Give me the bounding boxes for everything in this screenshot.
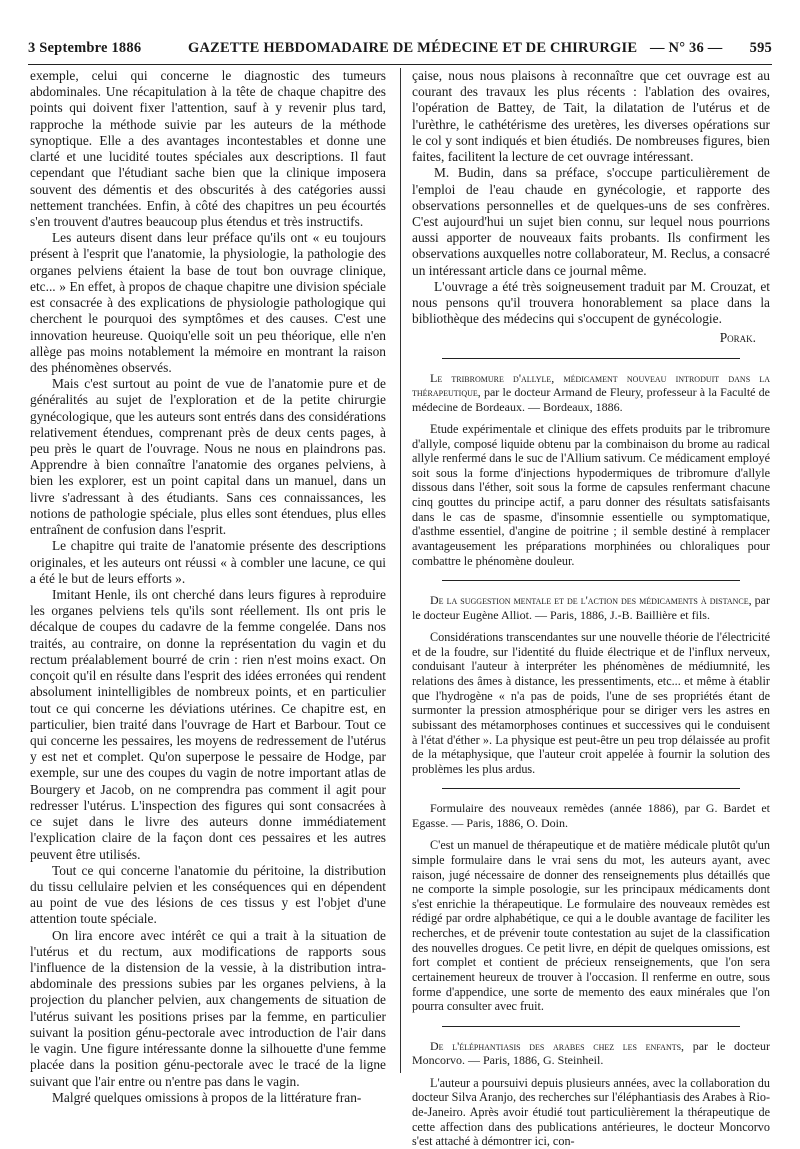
journal-title: GAZETTE HEBDOMADAIRE DE MÉDECINE ET DE CHIRURGIE: [188, 40, 638, 56]
review-heading: Formulaire des nouveaux remèdes (année 1886), par G. Bardet et Egasse. — Paris, 1886, O. Doin.: [412, 801, 770, 830]
reviewer-signature: Porak.: [719, 329, 756, 345]
review-heading: De la suggestion mentale et de l'action des médicaments à distance, par le docteur Eugène Alliot. — Paris, 1886, J.-B. Baillière et fils.: [412, 593, 770, 622]
page-header: [28, 40, 772, 62]
section-separator: [442, 580, 740, 581]
paragraph: exemple, celui qui concerne le diagnostic des tumeurs abdominales. Une récapitulation à la tête de chaque chapitre des points qui doivent fixer l'attention, sauf à y revenir plus tard, rapproche la méthode suivie par les auteurs de la méthode synoptique. Elle a des avantages incontestables et donne une clarté et une lucidité toutes spéciales aux descriptions. Il faut cependant que l'étudiant sache bien que la clinique imposera souvent des démentis et des obscurités à des catégories aussi nettement tranchées. Enfin, à côté des chapitres un peu écourtés s'en trouvent d'autres beaucoup plus étendus et très instructifs.: [30, 68, 386, 229]
paragraph: Imitant Henle, ils ont cherché dans leurs figures à reproduire les organes pelviens tels qu'ils sont réellement. Ils ont pris le décalque de coupes du cadavre de la femme congelée. Dans nos traités, au contraire, on donne la représentation du vagin et du rectum préalablement bourré de crin : rien n'est moins exact. On conçoit qu'il en résulte dans l'esprit des idées erronées qui rendent absolument inintelligibles de nombreux points, et en particulier tout ce qui concerne les déviations utérines. Ce chapitre est, en particulier, bien traité dans l'ouvrage de Hart et Barbour. Tout ce qui concerne les pessaires, les moyens de redressement de l'utérus y est net et complet. Qu'on superpose le pessaire de Hodge, par exemple, sur une des coupes du vagin de notre important atlas de Bourgery et Jacob, on ne comprendra pas comment il agit pour redresser l'utérus. L'inspection des figures qui sont consacrées à ce sujet dans le livre des auteurs donne immédiatement l'explication claire de la façon dont ces pessaires et les autres peuvent être utilisés.: [30, 587, 386, 862]
paragraph: Le chapitre qui traite de l'anatomie présente des descriptions originales, et les auteurs ont réussi « à combler une lacune, ce qui a été le but de leurs efforts ».: [30, 538, 386, 586]
review-heading: De l'éléphantiasis des arabes chez les enfants, par le docteur Moncorvo. — Paris, 1886, G. Steinheil.: [412, 1038, 770, 1068]
right-column: [412, 68, 770, 1149]
paragraph: M. Budin, dans sa préface, s'occupe particulièrement de l'emploi de l'eau chaude en gynécologie, et rapporte des observations personnelles et de quelques-uns de ses confrères. C'est aujourd'hui un sujet bien connu, sur lequel nous pourrions aussi apporter de nouveaux faits probants. Ils confirment les observations auxquelles notre collaborateur, M. Reclus, a consacré un intéressant article dans ce journal même.: [412, 165, 770, 278]
column-divider: [400, 68, 401, 1073]
review-body: L'auteur a poursuivi depuis plusieurs années, avec la collaboration du docteur Silva Aranjo, des recherches sur l'éléphantiasis des Arabes à Rio-de-Janeiro. Après avoir étudié tout particulièrement la thérapeutique de cette affection dans des publications antérieures, le docteur Moncorvo s'est attaché à démontrer ici, con-: [412, 1075, 770, 1149]
paragraph: On lira encore avec intérêt ce qui a trait à la situation de l'utérus et du rectum, aux modifications de rapports sous l'influence de la distension de la vessie, à la distribution intra-abdominale des pressions subies par les organes pelviens, à la projection du plancher pelvien, aux changements de situation de l'utérus suivant les positions prises par la femme, en particulier suivant la position génu-pectorale avec introduction de l'air dans le vagin. Une figure intéressante donne la silhouette d'une femme placée dans la position génu-pectorale avec le tracé de la ligne suivant que l'air entre ou n'entre pas dans le vagin.: [30, 927, 386, 1089]
issue-date: 3 Septembre 1886: [28, 40, 142, 56]
paragraph: L'ouvrage a été très soigneusement traduit par M. Crouzat, et nous pensons qu'il trouvera honorablement sa place dans la bibliothèque des médecins qui s'occupent de gynécologie.: [412, 278, 770, 327]
header-rule: [28, 64, 772, 65]
review-body: Considérations transcendantes sur une nouvelle théorie de l'électricité et de la foudre, sur l'identité du fluide électrique et de l'influx nerveux, conduisant l'auteur à interpréter les phénomènes de médiumnité, les relations des âmes à distance, les pressentiments, etc... et même à établir que l'hydrogène « n'a pas de poids, l'une de ses propriétés étant de surmonter la pression atmosphérique pour se diriger vers les astres en subissant des métamorphoses continues et successives qui le conduisent à l'état d'éther ». La physique est peut-être un peu trop délaissée au profit de la métaphysique, que l'auteur croit appelée à fournir la solution des problèmes les plus ardus.: [412, 630, 770, 776]
review-body: Etude expérimentale et clinique des effets produits par le tribromure d'allyle, composé liquide obtenu par la combinaison du brome au radical allyle renfermé dans le suc de l'Allium sativum. Ce médicament employé soit sous la forme d'injections hypodermiques de tribromure d'allyle dissous dans l'éther, soit sous la forme de capsules renfermant chacune cinq gouttes du principe actif, a paru donner des résultats satisfaisants dans le cas de spasme, d'insomnie essentielle ou symptomatique, d'asthme essentiel, d'angine de poitrine ; il semble destiné à remplacer avantageusement les préparations morphinées ou chloraliques pour combattre le phénomène douleur.: [412, 421, 770, 568]
page-number: 595: [749, 40, 772, 56]
review-entry: [412, 1039, 770, 1149]
section-separator: [442, 1026, 740, 1027]
paragraph: Malgré quelques omissions à propos de la littérature fran-: [52, 1089, 362, 1105]
paragraph: çaise, nous nous plaisons à reconnaître que cet ouvrage est au courant des travaux les plus récents : l'ablation des ovaires, l'opération de Battey, de Tait, la dilatation de l'utérus et de l'urèthre, le cathétérisme des uretères, les diverses opérations sur le col y sont indiqués et bien étudiés. De nombreuses figures, bien faites, facilitent la lecture de cet ouvrage intéressant.: [412, 68, 770, 165]
section-separator: [442, 358, 740, 359]
paragraph: Mais c'est surtout au point de vue de l'anatomie pure et de généralités au sujet de l'exploration et de la petite chirurgie gynécologique, que les auteurs sont entrés dans des considérations relativement étendues, comprenant près de deux cents pages, à peu près le quart de l'ouvrage. Nous ne nous en plaindrons pas. Apprendre à bien connaître l'anatomie des organes pelviens, à bien les explorer, est un point capital dans un manuel, dans un livre s'adressant à des étudiants. Sans ces connaissances, les notions de pathologie spéciale, plus elles sont étendues, plus elles entraînent de confusion dans l'esprit.: [30, 376, 386, 538]
paragraph: Tout ce qui concerne l'anatomie du péritoine, la distribution du tissu cellulaire pelvien et les conséquences qui en dépendent au point de vue des lésions de ces tissus y est l'objet d'une attention toute spéciale.: [30, 862, 386, 927]
review-entry: [412, 801, 770, 1013]
section-separator: [442, 788, 740, 789]
review-heading: Le tribromure d'allyle, médicament nouveau introduit dans la thérapeutique, par le docteur Armand de Fleury, professeur à la Faculté de médecine de Bordeaux. — Bordeaux, 1886.: [412, 370, 770, 414]
review-body: C'est un manuel de thérapeutique et de matière médicale plutôt qu'un simple formulaire dans le vrai sens du mot, les auteurs ayant, avec raison, jugé nécessaire de donner des renseignements plus détaillés que ne comporte la simple posologie, sur les principaux médicaments dont s'est enrichie la thérapeutique. Le formulaire des nouveaux remèdes est rédigé par ordre alphabétique, ce qui a le double avantage de faciliter les recherches, et de prévenir toute contestation au sujet de la classification des nouvelles drogues. Ce petit livre, en dépit de quelques omissions, est fort complet et contient de précieux renseignements, que l'on sera certainement heureux de trouver à l'occasion. Il renferme en outre, sous forme d'appendice, une sorte de memento des eaux minérales que l'on pourra consulter avec fruit.: [412, 838, 770, 1014]
paragraph: Les auteurs disent dans leur préface qu'ils ont « eu toujours présent à l'esprit que l'anatomie, la physiologie, la pathologie des organes pelviens étaient la base de tout bon ouvrage clinique, etc... » En effet, à propos de chaque chapitre une division spéciale est consacrée à des explications de physiologie pathologique qui cherchent le pourquoi des symptômes et des causes. C'est une innovation heureuse. Quoiqu'elle soit un peu théorique, elle n'en allège pas moins notablement la mémoire en montrant la raison des phénomènes observés.: [30, 230, 386, 375]
left-column: [30, 68, 386, 1105]
review-entry: [412, 371, 770, 569]
review-entry: [412, 593, 770, 776]
issue-number: — N° 36 —: [650, 40, 723, 56]
